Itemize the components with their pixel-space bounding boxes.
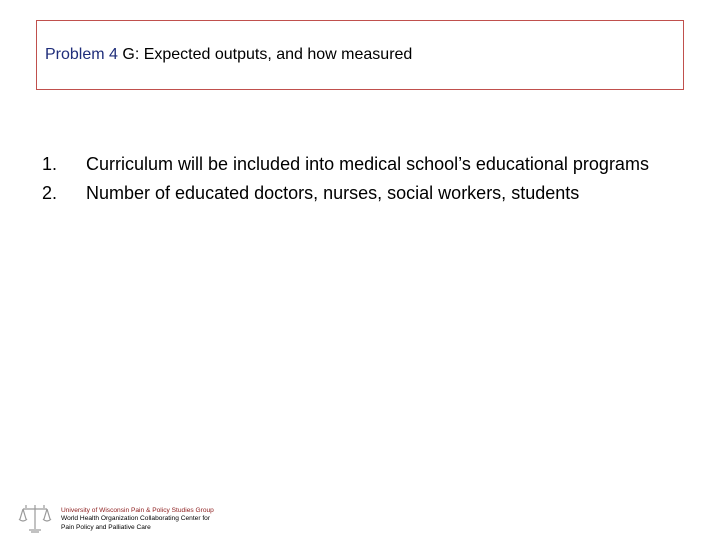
- title-prefix: Problem 4: [45, 46, 123, 63]
- slide-title-box: [36, 20, 684, 90]
- list-item-text: Curriculum will be included into medical school’s educational programs: [86, 154, 649, 174]
- scale-of-justice-icon: [18, 502, 52, 534]
- title-rest: G: Expected outputs, and how measured: [122, 46, 413, 63]
- outputs-list: [42, 150, 682, 208]
- footer-who-line: World Health Organization Collaborating Center for: [61, 515, 211, 523]
- footer: [18, 500, 318, 536]
- footer-org-name: University of Wisconsin Pain & Policy Studies Group: [61, 507, 214, 514]
- list-item-number: 2.: [42, 183, 58, 203]
- list-item-number: 1.: [42, 154, 58, 174]
- slide-title: [45, 46, 412, 64]
- footer-text: [61, 507, 214, 532]
- list-item: [42, 179, 682, 208]
- footer-center-line: Pain Policy and Palliative Care: [61, 523, 151, 531]
- list-item: [42, 150, 682, 179]
- list-item-text: Number of educated doctors, nurses, social workers, students: [86, 183, 580, 203]
